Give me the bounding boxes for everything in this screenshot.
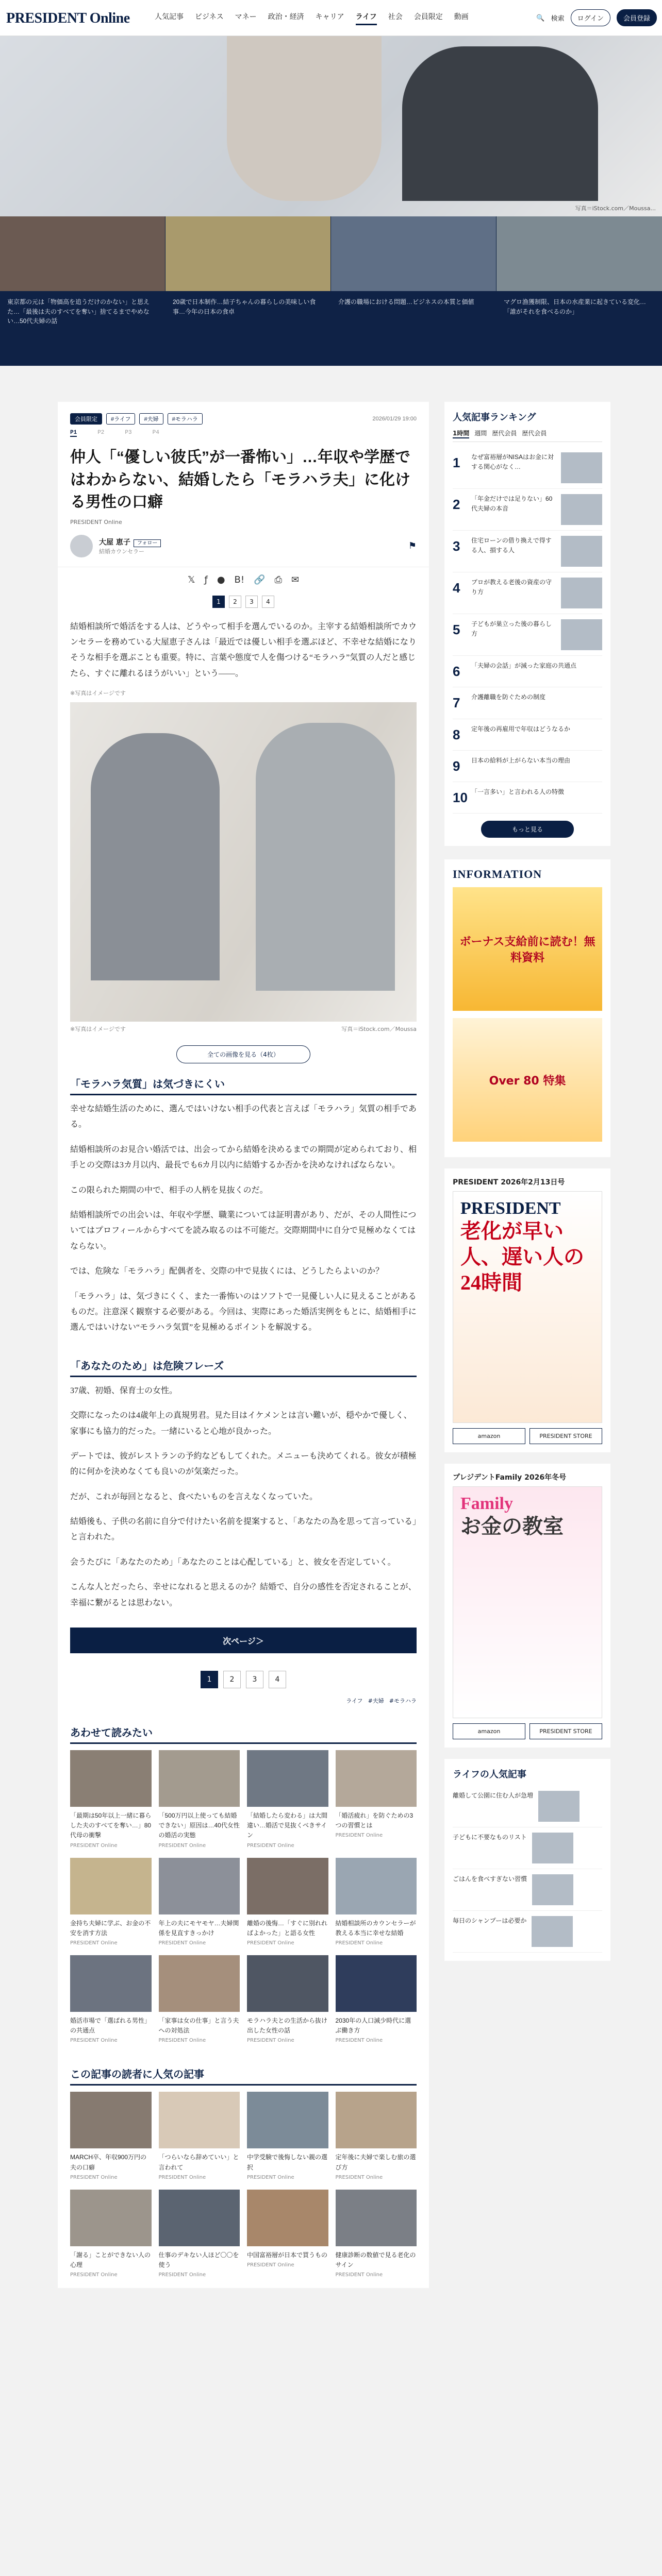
article-body — [58, 1383, 429, 1620]
page-link[interactable]: 2 — [229, 596, 241, 608]
image-caption-left: ※写真はイメージです — [70, 1026, 126, 1033]
paragraph: 会うたびに「あなたのため」「あなたのことは心配している」と、彼女を否定していく。 — [70, 1557, 396, 1567]
card-thumb — [247, 1750, 328, 1807]
card-title: 金持ち夫婦に学ぶ、お金の不安を消す方法 — [70, 1919, 151, 1937]
rank-number: 5 — [453, 622, 460, 637]
hero-credit: 写真＝iStock.com／Moussa... — [575, 205, 656, 212]
card-title: 中学受験で後悔しない親の選択 — [247, 2154, 328, 2171]
card-source: PRESIDENT Online — [247, 2262, 294, 2268]
popular-item[interactable] — [453, 1869, 602, 1911]
search-icon[interactable]: 🔍 — [536, 13, 545, 22]
ranking-item[interactable] — [453, 782, 602, 814]
follow-button[interactable]: フォロー — [134, 539, 161, 547]
card-title: 結婚相談所のカウンセラーが教える本当に幸せな結婚 — [335, 1919, 416, 1937]
tag[interactable]: #モラハラ — [389, 1698, 417, 1705]
card-title: 2030年の人口減少時代に選ぶ働き方 — [335, 2016, 411, 2035]
article-tags — [58, 402, 429, 425]
ranking-box — [444, 402, 610, 846]
ranking-more-button[interactable]: もっと見る — [481, 821, 574, 838]
information-box — [444, 859, 610, 1157]
author-name[interactable]: 大屋 恵子 — [99, 538, 130, 547]
card-source: PRESIDENT Online — [158, 1842, 206, 1849]
facebook-icon[interactable]: ƒ — [204, 574, 208, 585]
card-title: 「500万円以上使っても結婚できない」原因は…40代女性の婚活の実態 — [158, 1812, 240, 1839]
magazine-headline: 老化が早い人、遅い人の24時間 — [460, 1219, 584, 1295]
card-source: PRESIDENT Online — [247, 2174, 294, 2180]
article-card[interactable] — [159, 2190, 240, 2278]
card-thumb — [70, 1955, 152, 2012]
section-heading: 「あなたのため」は危険フレーズ — [70, 1358, 417, 1377]
card-title: 「家事は女の仕事」と言う夫への対処法 — [158, 2016, 239, 2035]
article-card[interactable] — [70, 1858, 152, 1946]
show-all-images-button[interactable]: 全ての画像を見る（4枚） — [176, 1045, 310, 1063]
card-thumb — [247, 2190, 328, 2246]
family-magazine-box — [444, 1464, 610, 1748]
next-page-button[interactable]: 次ページ＞ — [70, 1628, 417, 1653]
card-title: 「つらいなら辞めていい」と言われて — [158, 2154, 239, 2171]
line-icon[interactable]: ● — [217, 574, 225, 585]
login-button[interactable]: ログイン — [571, 9, 610, 26]
paragraph: 結婚相談所のお見合い婚活では、出会ってから結婚を決めるまでの期間が定められており、相手との交際は3カ月以内、最長でも6カ月以内に結婚するか否かを決めなければならない。 — [70, 1145, 417, 1170]
card-source: PRESIDENT Online — [247, 2038, 294, 2044]
ranking-title: 人気記事ランキング — [453, 412, 536, 422]
rank-title: 日本の給料が上がらない本当の理由 — [471, 756, 571, 764]
hatena-icon[interactable]: B! — [234, 574, 245, 585]
page-tab[interactable]: P2 — [97, 430, 105, 436]
rank-number: 10 — [453, 790, 468, 806]
ranking-item[interactable] — [453, 447, 602, 489]
rank-number: 1 — [453, 455, 460, 470]
popular-thumb — [532, 1916, 573, 1947]
header-actions — [536, 9, 657, 26]
ranking-tab[interactable]: 1時間 — [453, 429, 469, 438]
card-source: PRESIDENT Online — [70, 2272, 118, 2278]
information-title: INFORMATION — [453, 868, 542, 881]
nav-item[interactable]: 動画 — [454, 12, 469, 21]
bottom-tags — [58, 1697, 429, 1712]
readers-popular-grid — [58, 2092, 429, 2288]
card-title: 婚活市場で「選ばれる男性」の共通点 — [70, 2016, 151, 2035]
paragraph: 結婚相談所での出会いは、年収や学歴、職業については証明書があり、だが、その人間性についてはプロフィールからすべてを読み取るのは不可能だ。交際期間中に自分で見極めなくてはならない。 — [70, 1211, 417, 1251]
strip-thumb — [0, 216, 165, 291]
publish-date: 2026/01/29 19:00 — [372, 416, 417, 422]
publisher: PRESIDENT Online — [70, 518, 122, 526]
card-thumb — [159, 2190, 240, 2246]
nav-item[interactable]: 政治・経済 — [268, 12, 304, 21]
article-card[interactable] — [159, 1955, 240, 2043]
card-thumb — [336, 1858, 417, 1914]
tag[interactable]: #夫婦 — [368, 1698, 384, 1705]
ranking-item[interactable] — [453, 489, 602, 531]
also-read-grid — [58, 1750, 429, 2054]
author-role: 結婚カウンセラー — [99, 548, 144, 555]
magazine-headline: お金の教室 — [460, 1515, 564, 1538]
popular-item[interactable] — [453, 1786, 602, 1827]
hero-figure-left — [227, 36, 382, 201]
buy-store-button[interactable]: PRESIDENT STORE — [529, 1723, 602, 1739]
ranking-item[interactable] — [453, 719, 602, 751]
card-thumb — [247, 1955, 328, 2012]
magazine-logo: PRESIDENT — [460, 1199, 561, 1218]
rank-title: 定年後の再雇用で年収はどうなるか — [471, 725, 571, 733]
card-source: PRESIDENT Online — [247, 1842, 294, 1849]
article-card[interactable] — [336, 2190, 417, 2278]
paragraph: 幸せな結婚生活のために、選んではいけない相手の代表と言えば「モラハラ」気質の相手である。 — [70, 1105, 417, 1129]
page-tabs — [58, 425, 429, 437]
tag[interactable]: #ライフ — [106, 413, 135, 425]
card-title: 年上の夫にモヤモヤ…夫婦関係を見直すきっかけ — [158, 1919, 239, 1937]
article-card[interactable] — [70, 1750, 152, 1849]
article-card[interactable] — [159, 2092, 240, 2180]
popular-title: 離婚して公園に住む人が急増 — [453, 1792, 534, 1800]
popular-title: 子どもに不要なものリスト — [453, 1834, 527, 1841]
card-source: PRESIDENT Online — [70, 2038, 118, 2044]
card-source: PRESIDENT Online — [70, 2174, 118, 2180]
rank-thumb — [561, 619, 602, 650]
rank-title: 「年金だけでは足りない」60代夫婦の本音 — [471, 495, 553, 512]
card-title: 「婚活疲れ」を防ぐための3つの習慣とは — [335, 1812, 413, 1829]
article-card[interactable] — [247, 2190, 328, 2278]
card-thumb — [336, 2190, 417, 2246]
rank-thumb — [561, 578, 602, 608]
strip-thumb — [496, 216, 662, 291]
card-title: 仕事のデキない人ほど〇〇を使う — [158, 2251, 239, 2268]
card-source: PRESIDENT Online — [335, 2174, 383, 2180]
tag[interactable]: #モラハラ — [168, 413, 203, 425]
register-button[interactable]: 会員登録 — [617, 9, 657, 26]
card-source: PRESIDENT Online — [158, 1940, 206, 1946]
rank-title: 介護離職を防ぐための制度 — [471, 693, 546, 701]
card-thumb — [159, 2092, 240, 2148]
image-credit: 写真＝iStock.com／Moussa — [341, 1026, 417, 1033]
card-source: PRESIDENT Online — [158, 2272, 206, 2278]
image-caption — [58, 1022, 429, 1036]
mail-icon[interactable]: ✉ — [291, 574, 300, 585]
rank-title: 「夫婦の会話」が減った家庭の共通点 — [471, 662, 577, 669]
article-card[interactable] — [247, 1955, 328, 2043]
paragraph: 交際になったのは4歳年上の真規男君。見た目はイケメンとは言い難いが、穏やかで優しく、家事にも協力的だった。一緒にいると心地が良かった。 — [70, 1411, 412, 1436]
tag-members[interactable]: 会員限定 — [70, 413, 102, 425]
popular-item[interactable] — [453, 1911, 602, 1953]
rank-number: 3 — [453, 538, 460, 554]
bookmark-icon[interactable]: ⚑ — [408, 540, 417, 551]
card-thumb — [159, 1955, 240, 2012]
card-source: PRESIDENT Online — [158, 2038, 206, 2044]
article-card[interactable] — [336, 1955, 417, 2043]
nav-item[interactable]: マネー — [235, 12, 257, 21]
card-thumb — [159, 1858, 240, 1914]
popular-thumb — [538, 1791, 580, 1822]
magazine-logo: Family — [460, 1494, 513, 1514]
card-title: 「結婚したら変わる」は大間違い…婚活で見抜くべきサイン — [247, 1812, 328, 1839]
ranking-tab[interactable]: 週間 — [474, 430, 487, 437]
nav-item[interactable]: 人気記事 — [155, 12, 184, 21]
rank-thumb — [561, 452, 602, 483]
article-card[interactable] — [70, 1955, 152, 2043]
author-actions — [408, 540, 417, 551]
card-thumb — [336, 1750, 417, 1807]
rank-number: 6 — [453, 664, 460, 679]
life-popular-box — [444, 1759, 610, 1961]
ranking-tab[interactable]: 歴代会員 — [492, 430, 517, 437]
strip-text: 東京都の元は「物価高を追うだけのかない」と思えた…「最後は夫のすべてを奪い」捨てるまでやめない…50代夫婦の話 — [7, 298, 150, 325]
sidebar — [444, 402, 610, 1961]
link-icon[interactable]: 🔗 — [254, 574, 266, 585]
rank-number: 7 — [453, 695, 460, 711]
card-thumb — [336, 1955, 417, 2012]
card-source: PRESIDENT Online — [335, 2272, 383, 2278]
card-source: PRESIDENT Online — [335, 1833, 383, 1839]
ranking-item[interactable] — [453, 572, 602, 614]
life-popular-title: ライフの人気記事 — [453, 1769, 526, 1780]
author-block — [58, 526, 429, 567]
nav-item[interactable]: 社会 — [388, 12, 403, 21]
article-card[interactable] — [336, 1858, 417, 1946]
paragraph: 結婚後も、子供の名前に自分で付けたい名前を提案すると、「あなたの為を思って言っている」と言われた。 — [70, 1517, 417, 1542]
nav-item-active[interactable]: ライフ — [356, 11, 377, 25]
page-tab[interactable]: P4 — [152, 430, 159, 436]
site-logo[interactable]: PRESIDENT Online — [6, 10, 130, 26]
popular-item[interactable] — [453, 1827, 602, 1869]
paragraph: だが、これが毎回となると、食べたいものを言えなくなっていた。 — [70, 1492, 318, 1501]
magazine-heading: PRESIDENT 2026年2月13日号 — [453, 1178, 565, 1187]
page-link[interactable]: 1 — [201, 1671, 218, 1688]
magazine-heading: プレジデントFamily 2026年冬号 — [453, 1473, 567, 1482]
section-heading-also-read: あわせて読みたい — [70, 1724, 417, 1744]
magazine-cover[interactable] — [453, 1486, 602, 1718]
ranking-item[interactable] — [453, 614, 602, 656]
nav-item[interactable]: ビジネス — [195, 12, 224, 21]
strip-item[interactable] — [0, 216, 165, 332]
ranking-tab[interactable]: 歴代会員 — [522, 430, 547, 437]
page-link[interactable]: 2 — [223, 1671, 241, 1688]
rank-title: 子どもが巣立った後の暮らし方 — [471, 620, 552, 637]
card-thumb — [70, 2092, 152, 2148]
related-strip — [0, 216, 662, 366]
rank-thumb — [561, 494, 602, 525]
site-header — [0, 0, 662, 36]
lead-caption: ※写真はイメージです — [70, 690, 126, 697]
rank-title: 「一言多い」と言われる人の特徴 — [471, 788, 565, 796]
hero-image — [0, 36, 662, 216]
card-source: PRESIDENT Online — [247, 1940, 294, 1946]
share-bar — [58, 567, 429, 592]
buy-store-button[interactable]: PRESIDENT STORE — [529, 1428, 602, 1444]
paragraph: 37歳、初婚、保育士の女性。 — [70, 1386, 178, 1395]
rank-number: 9 — [453, 758, 460, 774]
card-source: PRESIDENT Online — [70, 1940, 118, 1946]
paragraph: デートでは、彼がレストランの予約などもしてくれた。メニューも決めてくれる。彼女が積極的に何かを決めなくても良いのが気楽だった。 — [70, 1451, 417, 1477]
tag[interactable]: ライフ — [346, 1698, 363, 1705]
card-title: 中国富裕層が日本で買うもの — [247, 2251, 328, 2259]
article-title: 仲人「“優しい彼氏”が一番怖い」…年収や学歴ではわからない、結婚したら「モラハラ夫」に化ける男性の口癖 — [70, 449, 410, 511]
nav-item[interactable]: キャリア — [315, 12, 344, 21]
ranking-tabs — [453, 429, 602, 442]
article-card[interactable] — [247, 1858, 328, 1946]
page-link[interactable]: 1 — [212, 596, 225, 608]
popular-title: 毎日のシャンプーは必要か — [453, 1917, 527, 1925]
strip-thumb — [331, 216, 496, 291]
card-title: モラハラ夫との生活から抜け出した女性の話 — [247, 2016, 328, 2035]
card-title: MARCH卒、年収900万円の夫の口癖 — [70, 2154, 147, 2171]
rank-thumb — [561, 536, 602, 567]
section-heading-readers: この記事の読者に人気の記事 — [70, 2066, 417, 2086]
card-thumb — [247, 2092, 328, 2148]
main-nav — [155, 11, 469, 25]
strip-item[interactable] — [166, 216, 330, 323]
article-card[interactable] — [159, 1750, 240, 1849]
page-link[interactable]: 4 — [262, 596, 274, 608]
popular-thumb — [532, 1833, 573, 1863]
card-source: PRESIDENT Online — [70, 1842, 118, 1849]
card-thumb — [70, 1750, 152, 1807]
section-heading: 「モラハラ気質」は気づきにくい — [70, 1076, 417, 1095]
article-card[interactable] — [336, 1750, 417, 1849]
page-link[interactable]: 3 — [246, 1671, 263, 1688]
article-card[interactable] — [70, 2092, 152, 2180]
page-tab[interactable]: P3 — [125, 430, 132, 436]
ranking-item[interactable] — [453, 656, 602, 687]
card-thumb — [70, 2190, 152, 2246]
page-link[interactable]: 3 — [245, 596, 258, 608]
ranking-item[interactable] — [453, 531, 602, 572]
rank-number: 4 — [453, 580, 460, 596]
card-thumb — [247, 1858, 328, 1914]
popular-thumb — [532, 1874, 573, 1905]
card-title: 定年後に夫婦で楽しむ旅の選び方 — [335, 2154, 416, 2171]
strip-text: 介護の職場における問題…ビジネスの本質と価値 — [338, 298, 474, 306]
ad-banner[interactable]: ボーナス支給前に読む！無料資料 — [453, 887, 602, 1011]
card-thumb — [70, 1858, 152, 1914]
card-thumb — [159, 1750, 240, 1807]
ranking-item[interactable] — [453, 751, 602, 782]
article-lead: 結婚相談所で婚活をする人は、どうやって相手を選んでいるのか。主宰する結婚相談所でカウンセラーを務めている大屋恵子さんは「最近では優しい相手を選ぶほど、不幸せな結婚になりそうな相手を選ぶことも重要。特に、言葉や態度で人を傷つける“モラハラ”気質の人だと感じたら、すぐに離れるほうがいい」という――。 — [70, 622, 417, 678]
card-source: PRESIDENT Online — [335, 2038, 383, 2044]
ranking-item[interactable] — [453, 687, 602, 719]
x-share-icon[interactable]: 𝕏 — [187, 574, 195, 585]
article-card[interactable] — [247, 2092, 328, 2180]
paragraph: こんな人とだったら、幸せになれると思えるのか？結婚で、自分の感性を否定されることが、幸福に繋がるとは思わない。 — [70, 1583, 417, 1607]
image-figure-left — [91, 733, 220, 980]
article-card[interactable] — [336, 2092, 417, 2180]
image-figure-right — [256, 723, 395, 991]
page-tab[interactable]: P1 — [70, 430, 77, 436]
card-title: 離婚の後悔…「すぐに別れればよかった」と語る女性 — [247, 1919, 328, 1937]
magazine-cover[interactable] — [453, 1191, 602, 1423]
strip-text: 20歳で日本制作…結子ちゃんの暮らしの美味しい食事…今年の日本の食卓 — [173, 298, 316, 315]
article-card[interactable] — [70, 2190, 152, 2278]
rank-number: 2 — [453, 497, 460, 512]
article-card[interactable] — [247, 1750, 328, 1849]
popular-title: ごはんを食べすぎない習慣 — [453, 1875, 527, 1883]
page-link[interactable]: 4 — [269, 1671, 286, 1688]
bottom-pager — [58, 1666, 429, 1697]
strip-thumb — [166, 216, 330, 291]
card-source: PRESIDENT Online — [158, 2174, 206, 2180]
tag[interactable]: #夫婦 — [139, 413, 163, 425]
buy-links — [453, 1723, 602, 1739]
paragraph: この限られた期間の中で、相手の人柄を見抜くのだ。 — [70, 1185, 268, 1195]
print-icon[interactable]: ⎙ — [274, 574, 282, 585]
buy-links — [453, 1428, 602, 1444]
rank-title: なぜ富裕層がNISAはお金に対する関心がなく… — [471, 453, 554, 470]
top-pager — [58, 592, 429, 615]
hero-figure-right — [402, 46, 598, 201]
magazine-box — [444, 1168, 610, 1452]
article-image[interactable] — [70, 702, 417, 1022]
article-card[interactable] — [159, 1858, 240, 1946]
avatar[interactable] — [70, 535, 93, 557]
card-title: 「最期は50年以上一緒に暮らした夫のすべてを奪い…」80代母の衝撃 — [70, 1812, 152, 1839]
rank-number: 8 — [453, 726, 460, 742]
paragraph: 「モラハラ」は、気づきにくく、また一番怖いのはソフトで一見優しい人に見えることがあるものだ。注意深く観察する必要がある。今回は、実際にあった婚活実例をもとに、結婚相手に選んではいけない“モラハラ気質”を見極めるポイントを解説する。 — [70, 1292, 417, 1332]
rank-title: プロが教える老後の資産の守り方 — [471, 579, 552, 596]
buy-amazon-button[interactable]: amazon — [453, 1723, 525, 1739]
card-source: PRESIDENT Online — [335, 1940, 383, 1946]
card-title: 「謝る」ことができない人の心理 — [70, 2251, 151, 2268]
article — [58, 402, 429, 2288]
article-body — [58, 1101, 429, 1345]
ad-banner[interactable]: Over 80 特集 — [453, 1018, 602, 1142]
card-thumb — [336, 2092, 417, 2148]
strip-item[interactable] — [331, 216, 496, 313]
buy-amazon-button[interactable]: amazon — [453, 1428, 525, 1444]
card-title: 健康診断の数値で見る老化のサイン — [335, 2251, 416, 2268]
rank-title: 住宅ローンの借り換えで得する人、損する人 — [471, 537, 552, 554]
search-label[interactable]: 検索 — [551, 14, 565, 22]
strip-item[interactable] — [496, 216, 662, 323]
paragraph: では、危険な「モラハラ」配偶者を、交際の中で見抜くには、どうしたらよいのか？ — [70, 1267, 384, 1276]
strip-text: マグロ漁獲制限、日本の水産業に起きている変化…「誰がそれを食べるのか」 — [504, 298, 647, 315]
nav-item[interactable]: 会員限定 — [413, 12, 443, 21]
